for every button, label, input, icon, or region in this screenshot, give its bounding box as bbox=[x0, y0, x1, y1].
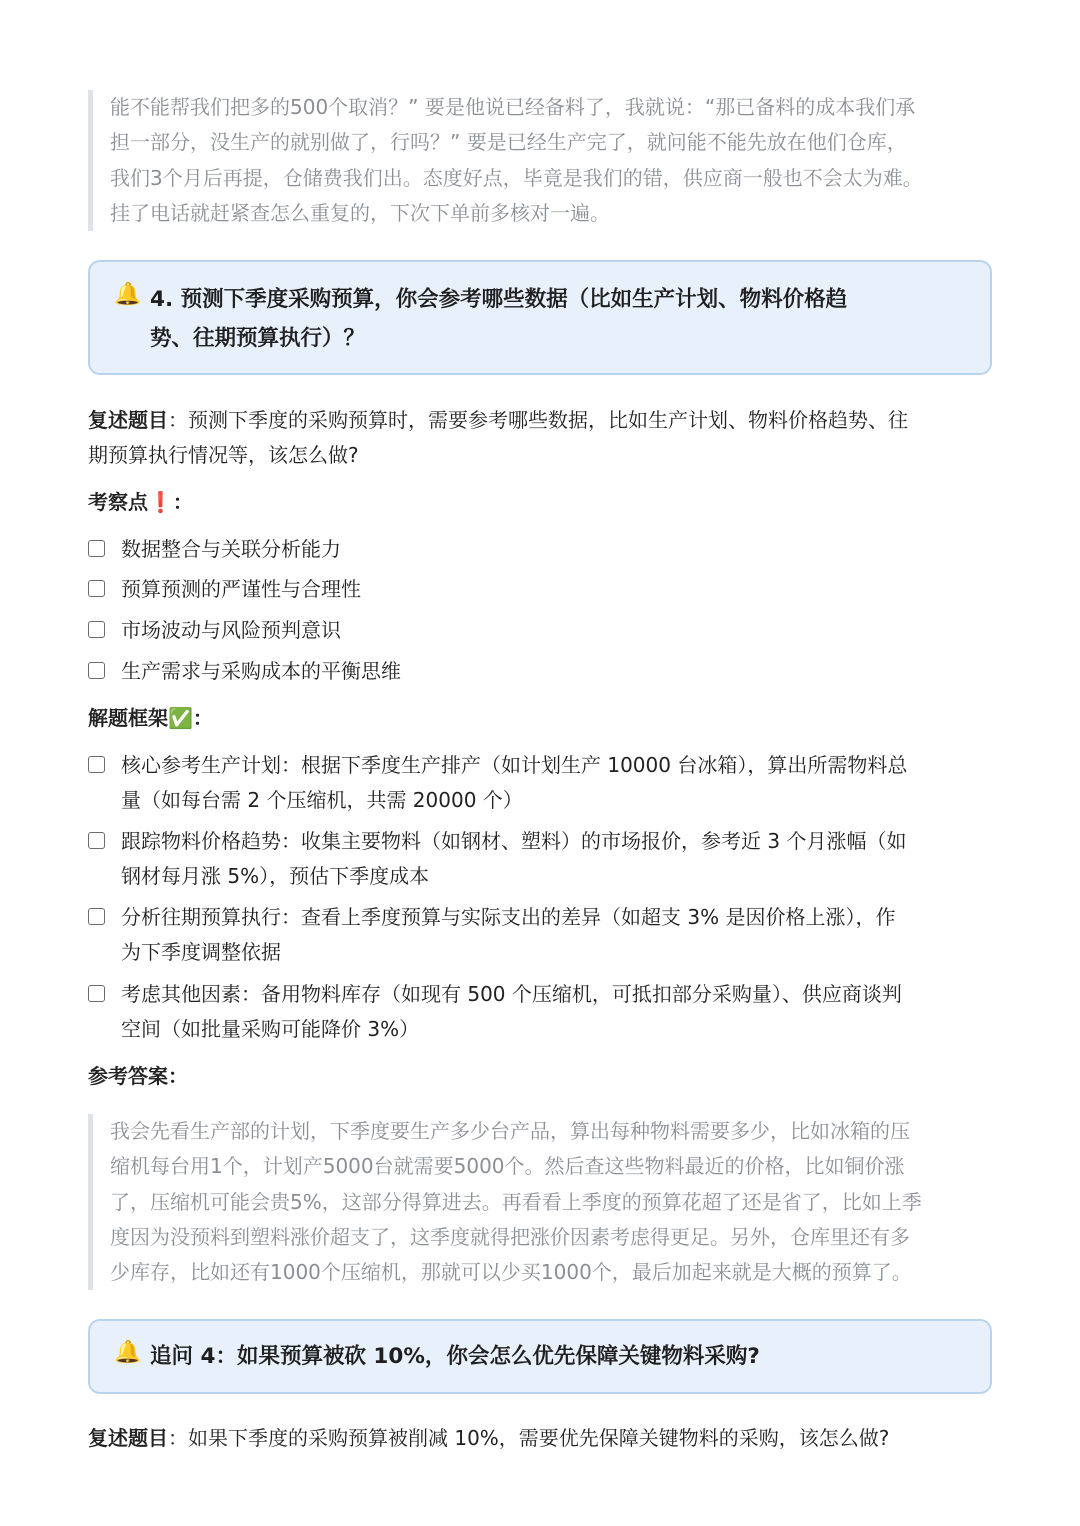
checklist-line: 为下季度调整依据 bbox=[121, 940, 281, 964]
followup-4-title: 追问 4：如果预算被砍 10%，你会怎么优先保障关键物料采购? bbox=[150, 1344, 760, 1369]
check-mark-icon: ✅ bbox=[168, 706, 193, 730]
checklist-item bbox=[88, 613, 988, 648]
answer-quote-top bbox=[88, 90, 1015, 231]
question-4-title bbox=[150, 280, 950, 358]
checkbox[interactable] bbox=[88, 832, 105, 849]
bell-icon: 🔔 bbox=[114, 282, 142, 307]
exam-points-heading bbox=[88, 485, 193, 519]
restate-paragraph bbox=[88, 403, 993, 473]
quote-line: 我们3个月后再提，仓储费我们出。态度好点，毕竟是我们的错，供应商一般也不会太为难。 bbox=[110, 165, 923, 190]
followup-4-callout bbox=[88, 1319, 992, 1394]
quote-line: 缩机每台用1个，计划产5000台就需要5000个。然后查这些物料最近的价格，比如铜价涨 bbox=[110, 1154, 905, 1179]
checklist-line: 分析往期预算执行：查看上季度预算与实际支出的差异（如超支 3% 是因价格上涨），作 bbox=[121, 905, 896, 929]
checklist-line: 核心参考生产计划：根据下季度生产排产（如计划生产 10000 台冰箱），算出所需物料总 bbox=[121, 753, 908, 777]
restate-text: 如果下季度的采购预算被削减 10%，需要优先保障关键物料的采购，该怎么做? bbox=[188, 1426, 890, 1450]
checkbox[interactable] bbox=[88, 985, 105, 1002]
quote-line: 我会先看生产部的计划，下季度要生产多少台产品，算出每种物料需要多少，比如冰箱的压 bbox=[110, 1119, 910, 1143]
checklist-text bbox=[121, 900, 988, 970]
checklist-line: 空间（如批量采购可能降价 3%） bbox=[121, 1017, 420, 1041]
heading-colon: ： bbox=[168, 1064, 188, 1088]
checkbox[interactable] bbox=[88, 621, 105, 638]
checklist-line: 量（如每台需 2 个压缩机，共需 20000 个） bbox=[121, 788, 523, 812]
question-title-line: 势、往期预算执行）？ bbox=[150, 326, 366, 351]
checklist-text bbox=[121, 824, 988, 894]
quote-line: 能不能帮我们把多的500个取消？” 要是他说已经备料了，我就说：“那已备料的成本我们承 bbox=[110, 95, 916, 119]
restate-colon: ： bbox=[168, 408, 188, 432]
checklist-item bbox=[88, 654, 988, 689]
checkbox[interactable] bbox=[88, 662, 105, 679]
reference-answer-quote bbox=[88, 1114, 1015, 1290]
question-4-callout bbox=[88, 260, 992, 375]
checklist-text: 市场波动与风险预判意识 bbox=[121, 618, 341, 642]
quote-line: 了，压缩机可能会贵5%，这部分得算进去。再看看上季度的预算花超了还是省了，比如上季 bbox=[110, 1189, 922, 1214]
checklist-text bbox=[121, 977, 988, 1047]
restate-label: 复述题目 bbox=[88, 408, 168, 432]
quote-line: 度因为没预料到塑料涨价超支了，这季度就得把涨价因素考虑得更足。另外，仓库里还有多 bbox=[110, 1224, 910, 1249]
framework-heading bbox=[88, 701, 213, 735]
checklist-item bbox=[88, 824, 988, 894]
heading-colon: ： bbox=[192, 706, 213, 730]
checklist-item bbox=[88, 900, 988, 970]
restate-text: 预测下季度的采购预算时，需要参考哪些数据，比如生产计划、物料价格趋势、往 bbox=[188, 408, 908, 432]
restate-colon: ： bbox=[168, 1426, 188, 1450]
exam-points-title: 考察点 bbox=[88, 490, 148, 514]
checklist-text bbox=[121, 748, 988, 818]
reference-answer-heading bbox=[88, 1059, 188, 1093]
framework-title: 解题框架 bbox=[88, 706, 168, 730]
quote-line: 少库存，比如还有1000个压缩机，那就可以少买1000个，最后加起来就是大概的预算了。 bbox=[110, 1260, 912, 1285]
checklist-item bbox=[88, 532, 988, 567]
checkbox[interactable] bbox=[88, 540, 105, 557]
bell-icon: 🔔 bbox=[114, 1340, 142, 1365]
checkbox[interactable] bbox=[88, 756, 105, 773]
checklist-text: 生产需求与采购成本的平衡思维 bbox=[121, 659, 401, 683]
heading-colon: ： bbox=[172, 490, 193, 514]
checkbox[interactable] bbox=[88, 908, 105, 925]
checklist-item bbox=[88, 572, 988, 607]
question-title-line: 4. 预测下季度采购预算，你会参考哪些数据（比如生产计划、物料价格趋 bbox=[150, 287, 848, 312]
checklist-text: 预算预测的严谨性与合理性 bbox=[121, 577, 361, 601]
checklist-line: 钢材每月涨 5%），预估下季度成本 bbox=[121, 864, 430, 888]
restate-paragraph-2 bbox=[88, 1421, 993, 1456]
exclamation-icon: ❗ bbox=[148, 490, 173, 514]
checkbox[interactable] bbox=[88, 580, 105, 597]
restate-label: 复述题目 bbox=[88, 1426, 168, 1450]
checklist-text: 数据整合与关联分析能力 bbox=[121, 537, 341, 561]
checklist-item bbox=[88, 748, 988, 818]
reference-answer-title: 参考答案 bbox=[88, 1064, 168, 1088]
restate-text: 期预算执行情况等，该怎么做? bbox=[88, 443, 359, 467]
quote-line: 担一部分，没生产的就别做了，行吗？” 要是已经生产完了，就问能不能先放在他们仓库， bbox=[110, 130, 907, 155]
checklist-line: 考虑其他因素：备用物料库存（如现有 500 个压缩机，可抵扣部分采购量）、供应商谈判 bbox=[121, 982, 902, 1006]
checklist-item bbox=[88, 977, 988, 1047]
checklist-line: 跟踪物料价格趋势：收集主要物料（如钢材、塑料）的市场报价，参考近 3 个月涨幅（如 bbox=[121, 829, 907, 853]
quote-line: 挂了电话就赶紧查怎么重复的，下次下单前多核对一遍。 bbox=[110, 200, 610, 225]
